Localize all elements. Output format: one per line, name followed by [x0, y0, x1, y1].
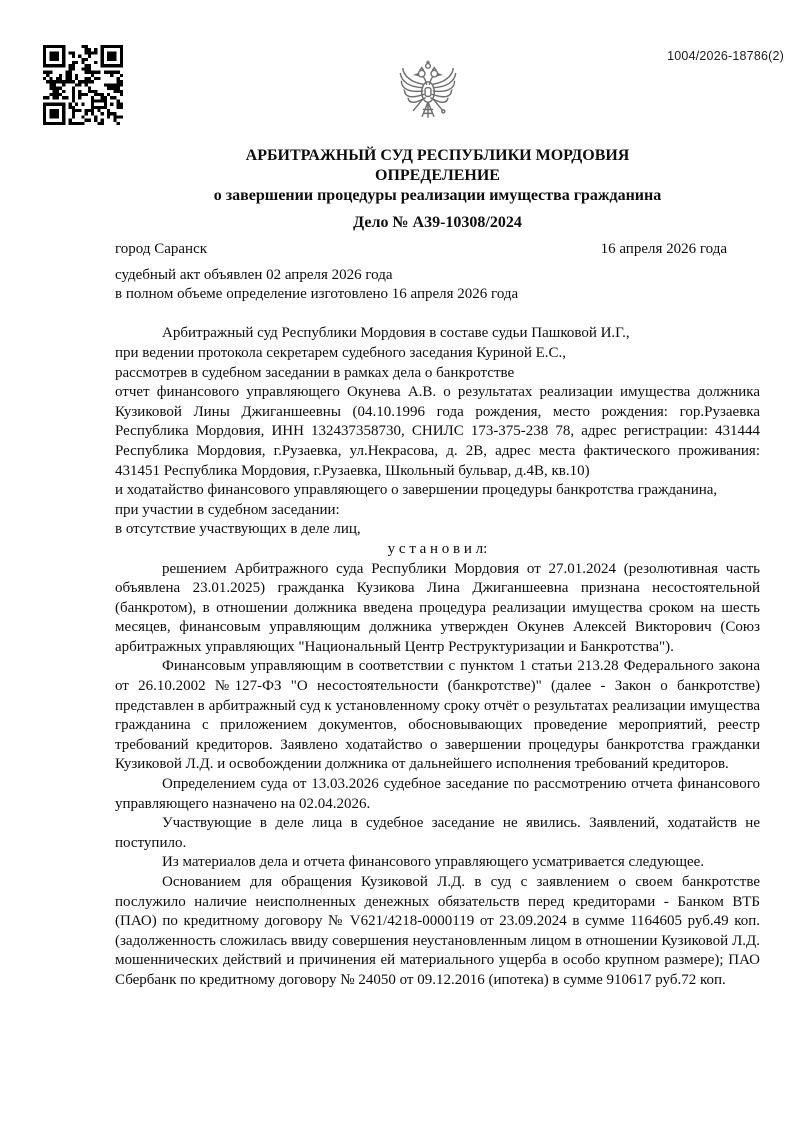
body-paragraph: Из материалов дела и отчета финансового управляющего усматривается следующее. [162, 854, 705, 871]
document-type-title: ОПРЕДЕЛЕНИЕ [375, 167, 500, 184]
document-subtitle: о завершении процедуры реализации имущества гражданина [213, 187, 662, 204]
body-paragraph: Основанием для обращения Кузиковой Л.Д. в суд с заявлением о своем банкротстве послужило наличие неисполненных денежных обязательств перед кредиторами - Банком ВТБ (ПАО) по кредитному договору № V621/4218-0000119 от 23.09.2024 в сумме 1164605 руб.49 коп. (задолженность сложилась ввиду совершения неустановленным лицом в отношении Кузиковой Л.Д. мошеннических действий и причинения ей материального ущерба в особо крупном размере); ПАО Сбербанк по кредитному договору № 24050 от 09.12.2016 (ипотека) в сумме 910617 руб.72 коп. [115, 874, 760, 988]
document-body [115, 240, 760, 991]
case-number: Дело № А39-10308/2024 [353, 214, 522, 231]
made-line: в полном объеме определение изготовлено 16 апреля 2026 года [115, 286, 519, 303]
spacer [115, 305, 760, 325]
dateline-city: город Саранск [115, 241, 208, 257]
russia-coat-of-arms-icon [397, 60, 459, 126]
body-paragraph: Участвующие в деле лица в судебное заседание не явились. Заявлений, ходатайств не поступило. [115, 815, 760, 851]
intro-line: Арбитражный суд Республики Мордовия в составе судьи Пашковой И.Г., [162, 325, 630, 342]
announced-line: судебный акт объявлен 02 апреля 2026 года [115, 266, 393, 283]
intro-line: при участии в судебном заседании: [115, 501, 340, 518]
intro-line: отчет финансового управляющего Окунева А.В. о результатах реализации имущества должника Кузиковой Лины Джиганшеевны (04.10.1996 года рождения, место рождения: гор.Рузаевка Республика Мордовия, ИНН 132437358730, СНИЛС 173-375-238 78, адрес регистрации: 431444 Республика Мордовия, г.Рузаевка, ул.Некрасова, д. 2В, адрес места фактического проживания: 431451 Республика Мордовия, г.Рузаевка, Школьный бульвар, д.4В, кв.10) [115, 384, 760, 479]
body-paragraph: Определением суда от 13.03.2026 судебное заседание по рассмотрению отчета финансового управляющего назначено на 02.04.2026. [115, 776, 760, 812]
dateline [115, 240, 760, 260]
qr-code [43, 45, 123, 125]
ustanovil-heading: у с т а н о в и л: [387, 540, 488, 557]
intro-line: при ведении протокола секретарем судебного заседания Куриной Е.С., [115, 344, 567, 361]
dateline-date: 16 апреля 2026 года [600, 241, 727, 257]
body-paragraph: решением Арбитражного суда Республики Мордовия от 27.01.2024 (резолютивная часть объявлена 23.01.2025) гражданка Кузикова Лина Джиганшеевна признана несостоятельной (банкротом), в отношении должника введена процедура реализации имущества сроком на шесть месяцев, финансовым управляющим должника утвержден Окунев Алексей Викторович (Союз арбитражных управляющих "Национальный Центр Реструктуризации и Банкротства"). [115, 560, 760, 655]
document-number: 1004/2026-18786(2) [667, 49, 784, 63]
intro-line: в отсутствие участвующих в деле лиц, [115, 521, 361, 538]
intro-line: рассмотрев в судебном заседании в рамках дела о банкротстве [115, 364, 515, 381]
court-name: АРБИТРАЖНЫЙ СУД РЕСПУБЛИКИ МОРДОВИЯ [245, 147, 630, 164]
body-paragraph: Финансовым управляющим в соответствии с пунктом 1 статьи 213.28 Федерального закона от 26.10.2002 №127-ФЗ "О несостоятельности (банкротстве)" (далее - Закон о банкротстве) представлен в арбитражный суд к установленному сроку отчёт о результатах реализации имущества гражданина с приложением документов, обосновывающих проведение мероприятий, реестр требований кредиторов. Заявлено ходатайство о завершении процедуры банкротства гражданки Кузиковой Л.Д. и освобождении должника от дальнейшего исполнения требований кредиторов. [115, 658, 760, 773]
intro-line: и ходатайство финансового управляющего о завершении процедуры банкротства гражданина, [115, 482, 718, 499]
